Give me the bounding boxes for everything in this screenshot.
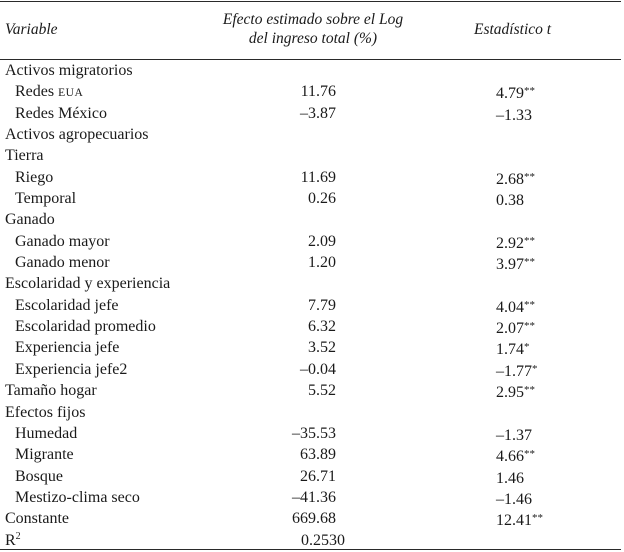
row-effect: 3.52	[308, 339, 336, 357]
r2-label: $R^2$	[5, 530, 21, 549]
row-t: 0.38	[496, 192, 524, 210]
row-label: Constante	[5, 510, 69, 528]
row-effect: 63.89	[300, 446, 336, 464]
row-label: Tierra	[5, 147, 44, 165]
r2-value: 0.2530	[301, 531, 345, 549]
table-row	[0, 60, 624, 81]
row-t: 4.04**	[496, 298, 535, 316]
significance-mark: **	[524, 298, 535, 311]
row-label: Ganado	[5, 211, 55, 229]
row-t: 12.41**	[496, 512, 543, 530]
row-label: Efectos fijos	[5, 403, 86, 421]
table-row	[0, 167, 624, 188]
row-label: Escolaridad y experiencia	[5, 275, 171, 293]
row-label: Humedad	[15, 424, 78, 442]
table-body	[0, 60, 624, 551]
header-t-stat: Estadístico t	[474, 21, 552, 38]
table-row	[0, 337, 624, 358]
table-row	[0, 295, 624, 316]
row-effect: 26.71	[300, 467, 336, 485]
table-row-r2	[0, 530, 624, 551]
row-label: Activos agropecuarios	[5, 126, 149, 144]
row-t: 4.66**	[496, 448, 535, 466]
table-row	[0, 466, 624, 487]
table-top-rule	[0, 1, 621, 2]
row-t: –1.46	[496, 490, 532, 508]
row-effect: 5.52	[308, 382, 336, 400]
table-row	[0, 231, 624, 252]
row-effect: 2.09	[308, 232, 336, 250]
table-row	[0, 380, 624, 401]
row-label: Experiencia jefe	[15, 339, 120, 357]
row-effect: –41.36	[292, 488, 336, 506]
table-row	[0, 444, 624, 465]
row-label: Riego	[15, 168, 54, 186]
row-t: 1.46	[496, 469, 524, 487]
table-row	[0, 316, 624, 337]
r2-superscript: 2	[15, 530, 21, 542]
table-row	[0, 124, 624, 145]
significance-mark: **	[524, 85, 535, 98]
row-effect: 11.76	[300, 83, 336, 101]
row-effect: 669.68	[292, 510, 336, 528]
header-effect-line2: del ingreso total (%)	[248, 30, 378, 47]
row-effect: –0.04	[300, 360, 336, 378]
row-label: Redes México	[15, 104, 107, 122]
row-t: 2.68**	[496, 170, 535, 188]
row-effect: 0.26	[308, 190, 336, 208]
header-effect-line1: Efecto estimado sobre el Log	[222, 11, 404, 28]
row-label: Bosque	[15, 467, 63, 485]
row-label: Ganado menor	[15, 254, 110, 272]
row-label: Tamaño hogar	[5, 382, 97, 400]
table-row	[0, 188, 624, 209]
row-label-smallcaps: EUA	[58, 87, 84, 100]
significance-mark: **	[524, 384, 535, 397]
table-row	[0, 402, 624, 423]
row-effect: –3.87	[300, 104, 336, 122]
significance-mark: *	[524, 341, 530, 354]
row-label: Redes EUA	[15, 83, 84, 101]
row-t: 4.79**	[496, 85, 535, 103]
row-t: 3.97**	[496, 256, 535, 274]
row-label: Escolaridad jefe	[15, 296, 119, 314]
row-label: Experiencia jefe2	[15, 360, 128, 378]
row-t: 2.92**	[496, 234, 535, 252]
row-label: Ganado mayor	[15, 232, 110, 250]
row-label: Activos migratorios	[5, 62, 133, 79]
significance-mark: **	[532, 512, 543, 525]
table-row	[0, 252, 624, 273]
row-label: Mestizo-clima seco	[15, 488, 140, 506]
table-row	[0, 487, 624, 508]
significance-mark: **	[524, 234, 535, 247]
significance-mark: *	[532, 362, 538, 375]
row-t: 2.95**	[496, 384, 535, 402]
row-label: Escolaridad promedio	[15, 318, 156, 336]
row-effect: 6.32	[308, 318, 336, 336]
significance-mark: **	[524, 448, 535, 461]
table-row	[0, 81, 624, 102]
table-row	[0, 145, 624, 166]
row-effect: 7.79	[308, 296, 336, 314]
row-t: 1.74*	[496, 341, 530, 359]
row-effect: 1.20	[308, 254, 336, 272]
row-t: –1.77*	[496, 362, 538, 380]
row-label: Temporal	[15, 190, 77, 208]
table-row	[0, 273, 624, 294]
table-row	[0, 423, 624, 444]
header-effect	[208, 10, 418, 48]
row-effect: 11.69	[300, 168, 336, 186]
significance-mark: **	[524, 256, 535, 269]
table-row	[0, 209, 624, 230]
significance-mark: **	[524, 320, 535, 333]
header-variable: Variable	[5, 21, 58, 38]
table-bottom-rule	[0, 549, 621, 550]
row-t: 2.07**	[496, 320, 535, 338]
row-label: Migrante	[15, 446, 74, 464]
table-row	[0, 508, 624, 529]
row-t: –1.33	[496, 106, 532, 124]
row-t: –1.37	[496, 426, 532, 444]
significance-mark: **	[524, 170, 535, 183]
table-row	[0, 359, 624, 380]
table-row	[0, 103, 624, 124]
row-effect: –35.53	[292, 424, 336, 442]
